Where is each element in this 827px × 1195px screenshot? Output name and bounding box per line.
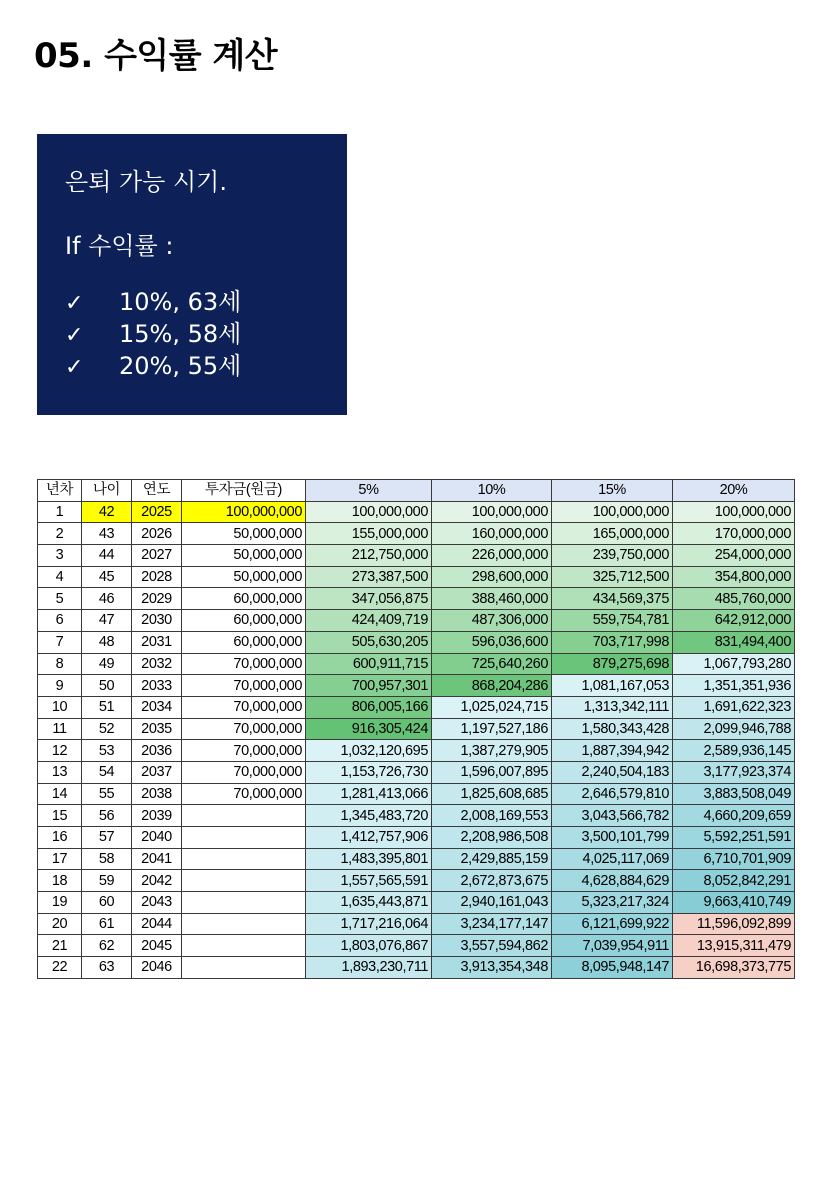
cell-year-index: 20 [38,913,82,935]
header-principal: 투자금(원금) [182,480,306,502]
table-row [38,848,795,870]
cell-rate-20: 9,663,410,749 [673,892,795,914]
table-row [38,631,795,653]
table-row [38,827,795,849]
cell-rate-5: 1,893,230,711 [306,957,432,979]
table-row [38,501,795,523]
table-row [38,805,795,827]
table-row [38,870,795,892]
cell-rate-10: 1,025,024,715 [432,696,552,718]
cell-rate-5: 1,483,395,801 [306,848,432,870]
cell-rate-10: 2,008,169,553 [432,805,552,827]
cell-rate-20: 3,177,923,374 [673,761,795,783]
cell-year-index: 6 [38,610,82,632]
cell-rate-15: 1,887,394,942 [552,740,673,762]
cell-rate-15: 4,025,117,069 [552,848,673,870]
cell-rate-20: 11,596,092,899 [673,913,795,935]
cell-rate-20: 4,660,209,659 [673,805,795,827]
cell-rate-10: 298,600,000 [432,566,552,588]
cell-rate-5: 347,056,875 [306,588,432,610]
cell-rate-15: 703,717,998 [552,631,673,653]
cell-age: 54 [82,761,132,783]
cell-year: 2027 [132,545,182,567]
cell-principal: 70,000,000 [182,718,306,740]
cell-principal: 70,000,000 [182,675,306,697]
cell-age: 56 [82,805,132,827]
cell-year-index: 9 [38,675,82,697]
cell-rate-10: 388,460,000 [432,588,552,610]
cell-rate-20: 100,000,000 [673,501,795,523]
cell-year: 2028 [132,566,182,588]
cell-rate-10: 1,387,279,905 [432,740,552,762]
cell-rate-15: 4,628,884,629 [552,870,673,892]
cell-age: 58 [82,848,132,870]
cell-rate-15: 3,500,101,799 [552,827,673,849]
cell-age: 59 [82,870,132,892]
cell-rate-5: 100,000,000 [306,501,432,523]
cell-principal [182,957,306,979]
cell-rate-15: 7,039,954,911 [552,935,673,957]
cell-rate-10: 2,429,885,159 [432,848,552,870]
header-rate-5: 5% [306,480,432,502]
cell-year-index: 10 [38,696,82,718]
cell-year-index: 2 [38,523,82,545]
cell-age: 47 [82,610,132,632]
table-row [38,523,795,545]
cell-age: 61 [82,913,132,935]
cell-year-index: 11 [38,718,82,740]
cell-year-index: 3 [38,545,82,567]
cell-year: 2043 [132,892,182,914]
cell-age: 57 [82,827,132,849]
cell-rate-10: 1,825,608,685 [432,783,552,805]
cell-age: 55 [82,783,132,805]
cell-rate-10: 3,913,354,348 [432,957,552,979]
cell-rate-10: 3,234,177,147 [432,913,552,935]
cell-rate-15: 5,323,217,324 [552,892,673,914]
cell-year-index: 1 [38,501,82,523]
cell-rate-5: 1,635,443,871 [306,892,432,914]
cell-rate-15: 559,754,781 [552,610,673,632]
cell-rate-5: 916,305,424 [306,718,432,740]
cell-rate-5: 1,803,076,867 [306,935,432,957]
cell-year-index: 18 [38,870,82,892]
cell-rate-15: 239,750,000 [552,545,673,567]
cell-year: 2040 [132,827,182,849]
cell-year: 2039 [132,805,182,827]
checkmark-icon: ✓ [65,323,84,348]
cell-rate-15: 1,580,343,428 [552,718,673,740]
cell-rate-20: 254,000,000 [673,545,795,567]
cell-principal: 70,000,000 [182,740,306,762]
cell-year: 2046 [132,957,182,979]
cell-year: 2038 [132,783,182,805]
table-row [38,610,795,632]
cell-year-index: 5 [38,588,82,610]
cell-rate-20: 8,052,842,291 [673,870,795,892]
summary-item [65,287,241,319]
header-rate-10: 10% [432,480,552,502]
table-row [38,935,795,957]
cell-rate-20: 5,592,251,591 [673,827,795,849]
cell-rate-5: 1,281,413,066 [306,783,432,805]
cell-rate-10: 160,000,000 [432,523,552,545]
summary-item-text: 20%, 55세 [119,352,242,380]
cell-principal [182,870,306,892]
summary-item [65,319,241,351]
table-row [38,892,795,914]
table-body [38,501,795,978]
cell-year-index: 13 [38,761,82,783]
cell-rate-10: 2,940,161,043 [432,892,552,914]
cell-year-index: 19 [38,892,82,914]
cell-rate-5: 1,412,757,906 [306,827,432,849]
cell-rate-5: 700,957,301 [306,675,432,697]
cell-rate-5: 1,032,120,695 [306,740,432,762]
cell-year-index: 16 [38,827,82,849]
cell-principal: 60,000,000 [182,588,306,610]
cell-rate-20: 354,800,000 [673,566,795,588]
cell-rate-15: 1,313,342,111 [552,696,673,718]
cell-principal: 50,000,000 [182,566,306,588]
cell-year: 2036 [132,740,182,762]
header-year-index: 년차 [38,480,82,502]
cell-rate-20: 642,912,000 [673,610,795,632]
cell-rate-20: 16,698,373,775 [673,957,795,979]
cell-age: 53 [82,740,132,762]
cell-rate-15: 434,569,375 [552,588,673,610]
cell-principal: 70,000,000 [182,783,306,805]
cell-rate-15: 2,646,579,810 [552,783,673,805]
cell-principal: 60,000,000 [182,631,306,653]
cell-rate-10: 3,557,594,862 [432,935,552,957]
checkmark-icon: ✓ [65,355,84,380]
summary-item [65,351,241,383]
cell-rate-5: 505,630,205 [306,631,432,653]
cell-rate-15: 100,000,000 [552,501,673,523]
page-title: 05. 수익률 계산 [34,36,278,76]
cell-age: 42 [82,501,132,523]
cell-age: 62 [82,935,132,957]
cell-rate-20: 13,915,311,479 [673,935,795,957]
cell-rate-10: 725,640,260 [432,653,552,675]
cell-principal [182,848,306,870]
cell-age: 60 [82,892,132,914]
table-row [38,718,795,740]
cell-rate-5: 1,557,565,591 [306,870,432,892]
cell-rate-20: 3,883,508,049 [673,783,795,805]
cell-year: 2025 [132,501,182,523]
table-row [38,545,795,567]
cell-age: 52 [82,718,132,740]
cell-rate-15: 165,000,000 [552,523,673,545]
cell-rate-20: 1,067,793,280 [673,653,795,675]
cell-rate-5: 1,345,483,720 [306,805,432,827]
cell-year: 2029 [132,588,182,610]
cell-year-index: 12 [38,740,82,762]
cell-rate-10: 100,000,000 [432,501,552,523]
cell-principal [182,805,306,827]
cell-age: 43 [82,523,132,545]
cell-rate-15: 8,095,948,147 [552,957,673,979]
cell-rate-5: 273,387,500 [306,566,432,588]
cell-rate-10: 487,306,000 [432,610,552,632]
cell-year-index: 15 [38,805,82,827]
header-year: 연도 [132,480,182,502]
cell-age: 50 [82,675,132,697]
cell-rate-5: 806,005,166 [306,696,432,718]
cell-year-index: 17 [38,848,82,870]
cell-rate-20: 1,691,622,323 [673,696,795,718]
cell-rate-5: 212,750,000 [306,545,432,567]
cell-rate-5: 155,000,000 [306,523,432,545]
table-row [38,783,795,805]
cell-rate-10: 596,036,600 [432,631,552,653]
cell-age: 63 [82,957,132,979]
header-rate-15: 15% [552,480,673,502]
cell-year: 2044 [132,913,182,935]
cell-principal: 70,000,000 [182,696,306,718]
cell-age: 48 [82,631,132,653]
cell-year: 2031 [132,631,182,653]
summary-item-text: 15%, 58세 [119,320,242,348]
cell-rate-10: 1,197,527,186 [432,718,552,740]
table-row [38,913,795,935]
cell-principal: 50,000,000 [182,523,306,545]
cell-rate-10: 226,000,000 [432,545,552,567]
cell-rate-15: 325,712,500 [552,566,673,588]
checkmark-icon: ✓ [65,291,84,316]
cell-principal: 100,000,000 [182,501,306,523]
retirement-summary-box [37,134,347,415]
cell-principal [182,827,306,849]
cell-rate-5: 600,911,715 [306,653,432,675]
cell-rate-5: 424,409,719 [306,610,432,632]
table-row [38,675,795,697]
cell-rate-15: 6,121,699,922 [552,913,673,935]
cell-principal: 60,000,000 [182,610,306,632]
cell-rate-15: 3,043,566,782 [552,805,673,827]
cell-rate-20: 2,099,946,788 [673,718,795,740]
cell-rate-10: 868,204,286 [432,675,552,697]
cell-principal [182,935,306,957]
cell-rate-20: 1,351,351,936 [673,675,795,697]
cell-rate-5: 1,717,216,064 [306,913,432,935]
cell-rate-10: 2,672,873,675 [432,870,552,892]
cell-age: 45 [82,566,132,588]
cell-year-index: 14 [38,783,82,805]
cell-principal: 50,000,000 [182,545,306,567]
cell-year-index: 4 [38,566,82,588]
table-row [38,957,795,979]
cell-year: 2037 [132,761,182,783]
summary-item-text: 10%, 63세 [119,288,242,316]
cell-year: 2026 [132,523,182,545]
header-age: 나이 [82,480,132,502]
table-row [38,761,795,783]
cell-rate-20: 831,494,400 [673,631,795,653]
cell-year: 2032 [132,653,182,675]
summary-condition: If 수익률 : [65,232,174,260]
cell-rate-10: 2,208,986,508 [432,827,552,849]
cell-year: 2034 [132,696,182,718]
cell-year-index: 21 [38,935,82,957]
cell-year: 2035 [132,718,182,740]
table-row [38,588,795,610]
cell-rate-20: 485,760,000 [673,588,795,610]
cell-age: 49 [82,653,132,675]
cell-principal: 70,000,000 [182,653,306,675]
cell-year: 2041 [132,848,182,870]
cell-principal: 70,000,000 [182,761,306,783]
cell-year: 2030 [132,610,182,632]
cell-principal [182,913,306,935]
cell-year: 2033 [132,675,182,697]
cell-rate-20: 2,589,936,145 [673,740,795,762]
cell-year-index: 8 [38,653,82,675]
table-row [38,653,795,675]
cell-age: 44 [82,545,132,567]
cell-rate-15: 1,081,167,053 [552,675,673,697]
table-row [38,696,795,718]
header-rate-20: 20% [673,480,795,502]
cell-year-index: 22 [38,957,82,979]
cell-year: 2045 [132,935,182,957]
cell-rate-20: 170,000,000 [673,523,795,545]
table-header-row [38,480,795,502]
cell-rate-20: 6,710,701,909 [673,848,795,870]
cell-rate-15: 879,275,698 [552,653,673,675]
cell-year-index: 7 [38,631,82,653]
cell-rate-5: 1,153,726,730 [306,761,432,783]
cell-principal [182,892,306,914]
returns-table [37,479,795,979]
cell-age: 46 [82,588,132,610]
cell-rate-15: 2,240,504,183 [552,761,673,783]
summary-heading: 은퇴 가능 시기. [65,168,227,196]
cell-age: 51 [82,696,132,718]
cell-rate-10: 1,596,007,895 [432,761,552,783]
table-row [38,740,795,762]
cell-year: 2042 [132,870,182,892]
table-row [38,566,795,588]
summary-list [65,287,241,383]
